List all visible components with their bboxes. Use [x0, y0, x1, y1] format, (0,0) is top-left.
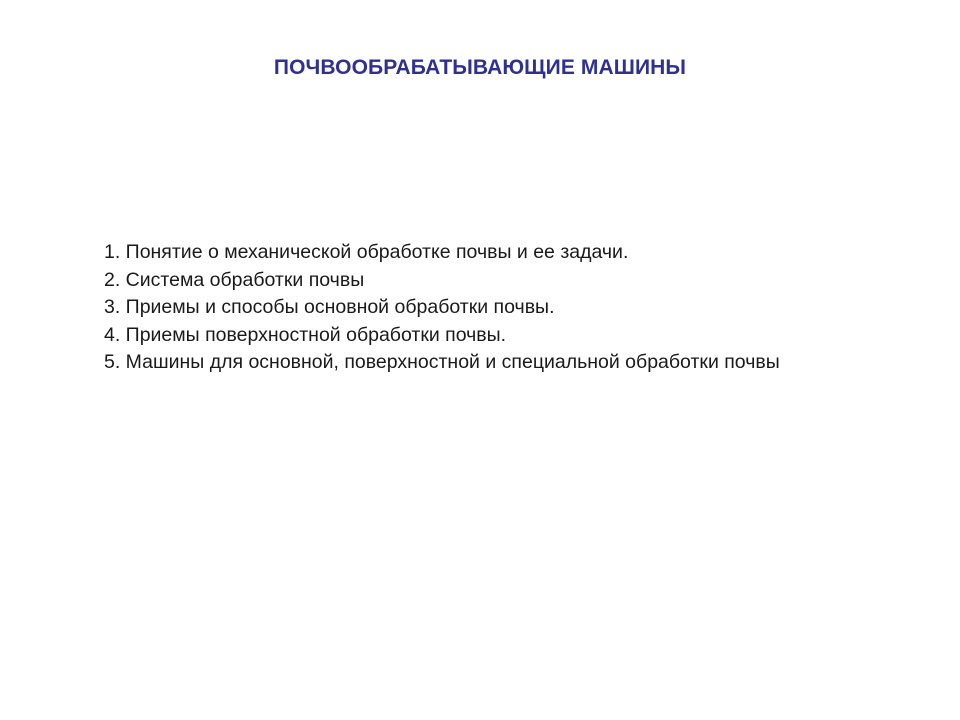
slide-title: ПОЧВООБРАБАТЫВАЮЩИЕ МАШИНЫ — [273, 56, 687, 79]
outline-item-4: 4. Приемы поверхностной обработки почвы. — [104, 323, 507, 346]
outline-item-3: 3. Приемы и способы основной обработки почвы. — [104, 296, 555, 318]
outline-item-1: 1. Понятие о механической обработке почвы и ее задачи. — [104, 241, 629, 263]
outline-item-5: 5. Машины для основной, поверхностной и специальной обработки почвы — [104, 351, 780, 373]
outline-list — [104, 239, 884, 377]
outline-item-2: 2. Система обработки почвы — [104, 268, 365, 291]
